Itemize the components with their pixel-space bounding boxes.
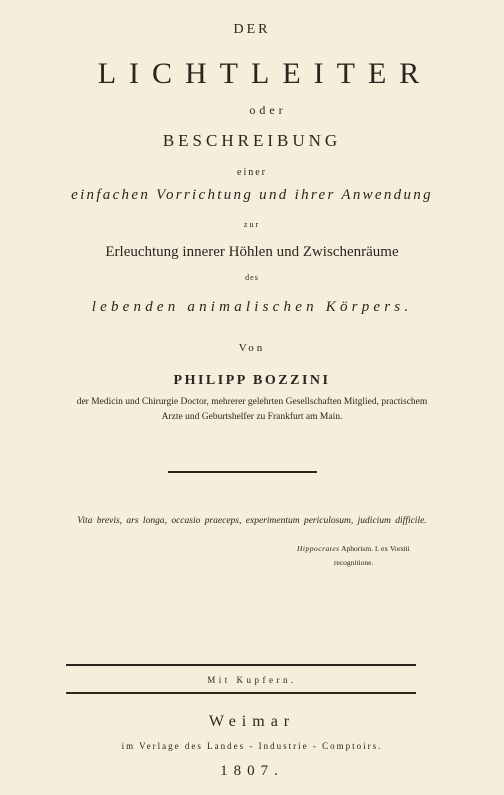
main-title: LICHTLEITER [97,57,433,90]
epigraph-source-line2: recognitione. [334,558,374,567]
epigraph-source [0,544,504,553]
connector-des: des [245,273,259,282]
epigraph: Vita brevis, ars longa, occasio praeceps, experimentum periculosum, judicium difficile. [77,516,427,526]
divider-long-bottom [66,692,416,694]
subtitle: einfachen Vorrichtung und ihrer Anwendung [71,187,433,203]
heading-der: DER [233,22,271,37]
epigraph-source-author: Hippocrates [297,544,340,553]
illustrations-note: Mit Kupfern. [207,675,297,685]
author-name: PHILIPP BOZZINI [173,373,331,388]
author-credentials-line2: Arzte und Geburtshelfer zu Frankfurt am Main. [161,412,343,422]
connector-zur: zur [243,220,261,229]
connector-einer: einer [237,167,267,178]
connector-oder: oder [249,103,287,117]
publisher: im Verlage des Landes - Industrie - Comptoirs. [121,741,383,751]
divider-long-top [66,664,416,666]
publication-year: 1807. [220,763,284,779]
publication-place: Weimar [208,713,296,730]
epigraph-source-rest: Aphorism. I. ex Vorstii [341,544,410,553]
divider-short [168,471,317,473]
connector-von: Von [238,342,266,354]
author-credentials-line1: der Medicin und Chirurgie Doctor, mehrerer gelehrten Gesellschaften Mitglied, practischem [76,397,428,407]
purpose-line: Erleuchtung innerer Höhlen und Zwischenräume [105,244,399,260]
object-line: lebenden animalischen Körpers. [91,299,413,315]
heading-beschreibung: BESCHREIBUNG [162,131,342,150]
